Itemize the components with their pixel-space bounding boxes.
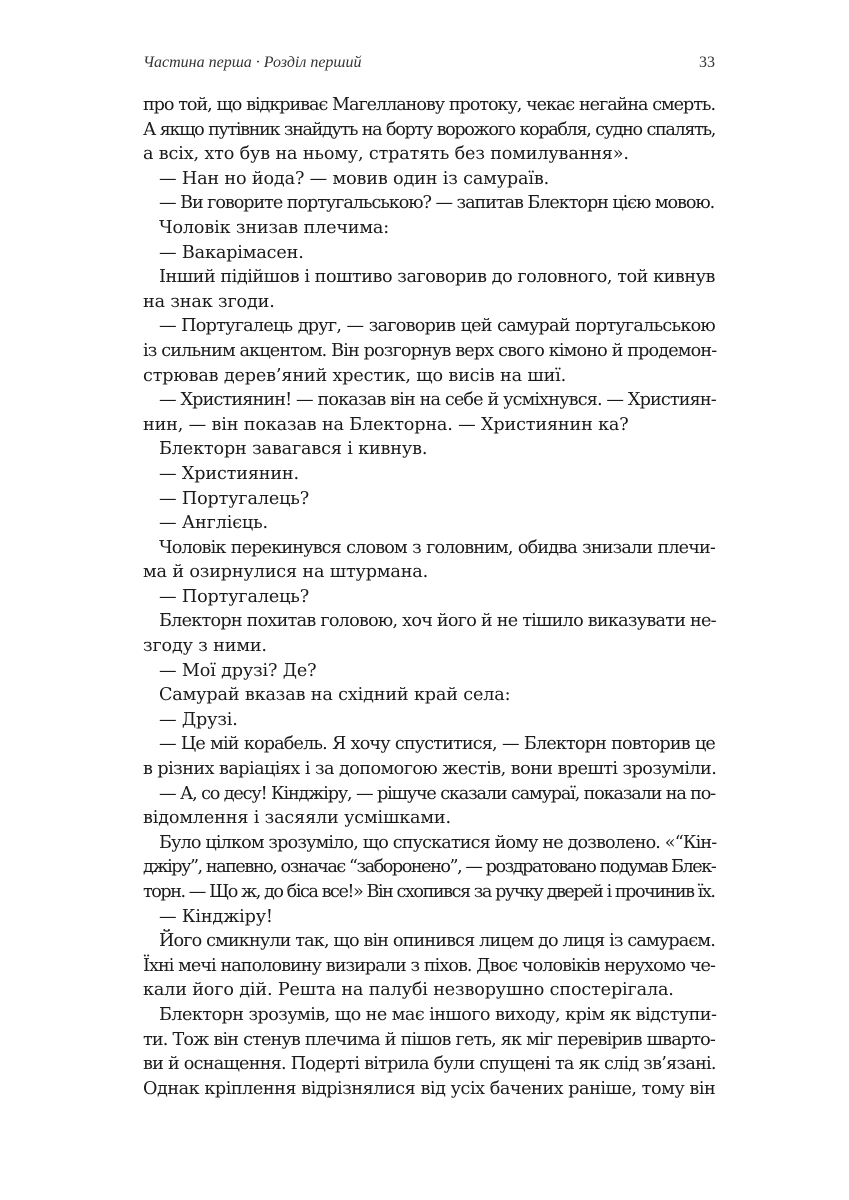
text-line: а всіх, хто був на ньому, стратять без помилування». [143, 144, 629, 165]
text-line: відомлення і засяяли усмішками. [143, 808, 451, 829]
text-line: А якщо путівник знайдуть на борту ворожого корабля, судно спалять, [143, 119, 715, 140]
text-line: на знак згоди. [143, 291, 275, 312]
text-line: — Вакарімасен. [159, 242, 304, 263]
text-line: Інший підійшов і поштиво заговорив до головного, той кивнув [159, 267, 715, 288]
text-line: Блекторн похитав головою, хоч його й не тішило виказувати не- [159, 611, 716, 632]
text-line: — Мої друзі? Де? [159, 660, 317, 681]
text-line: кали його дій. Решта на палубі незворушно спостерігала. [143, 980, 674, 1001]
text-line: — Нан но йода? — мовив один із самураїв. [159, 168, 550, 189]
text-line: ти. Тож він стенув плечима й пішов геть, як міг перевірив шварто- [143, 1029, 715, 1050]
page-number: 33 [699, 54, 715, 71]
text-line: — А, со десу! Кінджіру, — рішуче сказали самураї, показали на по- [159, 783, 715, 804]
text-line: — Португалець? [159, 586, 309, 607]
text-line: джіру”, напевно, означає “заборонено”, — роздратовано подумав Блек- [143, 857, 716, 878]
running-head: Частина перша · Розділ перший [143, 54, 362, 71]
text-line: Було цілком зрозуміло, що спускатися йому не дозволено. «“Кін- [159, 832, 717, 853]
text-line: Чоловік знизав плечима: [159, 217, 390, 238]
text-line: — Християнин! — показав він на себе й усміхнувся. — Християн- [159, 390, 716, 411]
text-line: нин, — він показав на Блекторна. — Християнин ка? [143, 414, 629, 435]
text-line: — Англієць. [159, 513, 268, 534]
text-line: Їхні мечі наполовину визирали з піхов. Двоє чоловіків нерухомо че- [143, 955, 715, 976]
text-line: Його смикнули так, що він опинився лицем до лиця із самураєм. [159, 931, 715, 952]
text-line: — Це мій корабель. Я хочу спуститися, — Блекторн повторив це [159, 734, 715, 755]
text-line: із сильним акцентом. Він розгорнув верх свого кімоно й продемон- [143, 340, 717, 361]
text-line: Блекторн завагався і кивнув. [159, 439, 428, 460]
text-line: — Християнин. [159, 463, 299, 484]
text-line: — Португалець? [159, 488, 309, 509]
book-text-body [143, 93, 715, 1101]
text-line: — Ви говорите португальською? — запитав Блекторн цією мовою. [159, 193, 715, 214]
text-line: — Кінджіру! [159, 906, 273, 927]
text-line: торн. — Що ж, до біса все!» Він схопився за ручку дверей і прочинив їх. [143, 882, 715, 902]
text-line: про той, що відкриває Магелланову протоку, чекає негайна смерть. [143, 95, 715, 115]
text-line: ви й оснащення. Подерті вітрила були спущені та як слід зв’язані. [143, 1054, 716, 1075]
text-line: ма й озирнулися на штурмана. [143, 562, 429, 583]
text-line: Однак кріплення відрізнялися від усіх бачених раніше, тому він [143, 1078, 716, 1099]
text-line: Чоловік перекинувся словом з головним, обидва знизали плечи- [159, 537, 715, 558]
text-line: — Португалець друг, — заговорив цей самурай португальською [159, 316, 715, 337]
text-line: згоду з ними. [143, 636, 267, 657]
page-header [143, 54, 715, 78]
text-line: Блекторн зрозумів, що не має іншого виходу, крім як відступи- [159, 1004, 717, 1025]
text-line: Самурай вказав на східний край села: [159, 685, 511, 706]
text-line: в різних варіаціях і за допомогою жестів, вони врешті зрозуміли. [143, 759, 717, 780]
text-line: — Друзі. [159, 709, 238, 730]
text-line: стрював дерев’яний хрестик, що висів на шиї. [143, 365, 567, 386]
